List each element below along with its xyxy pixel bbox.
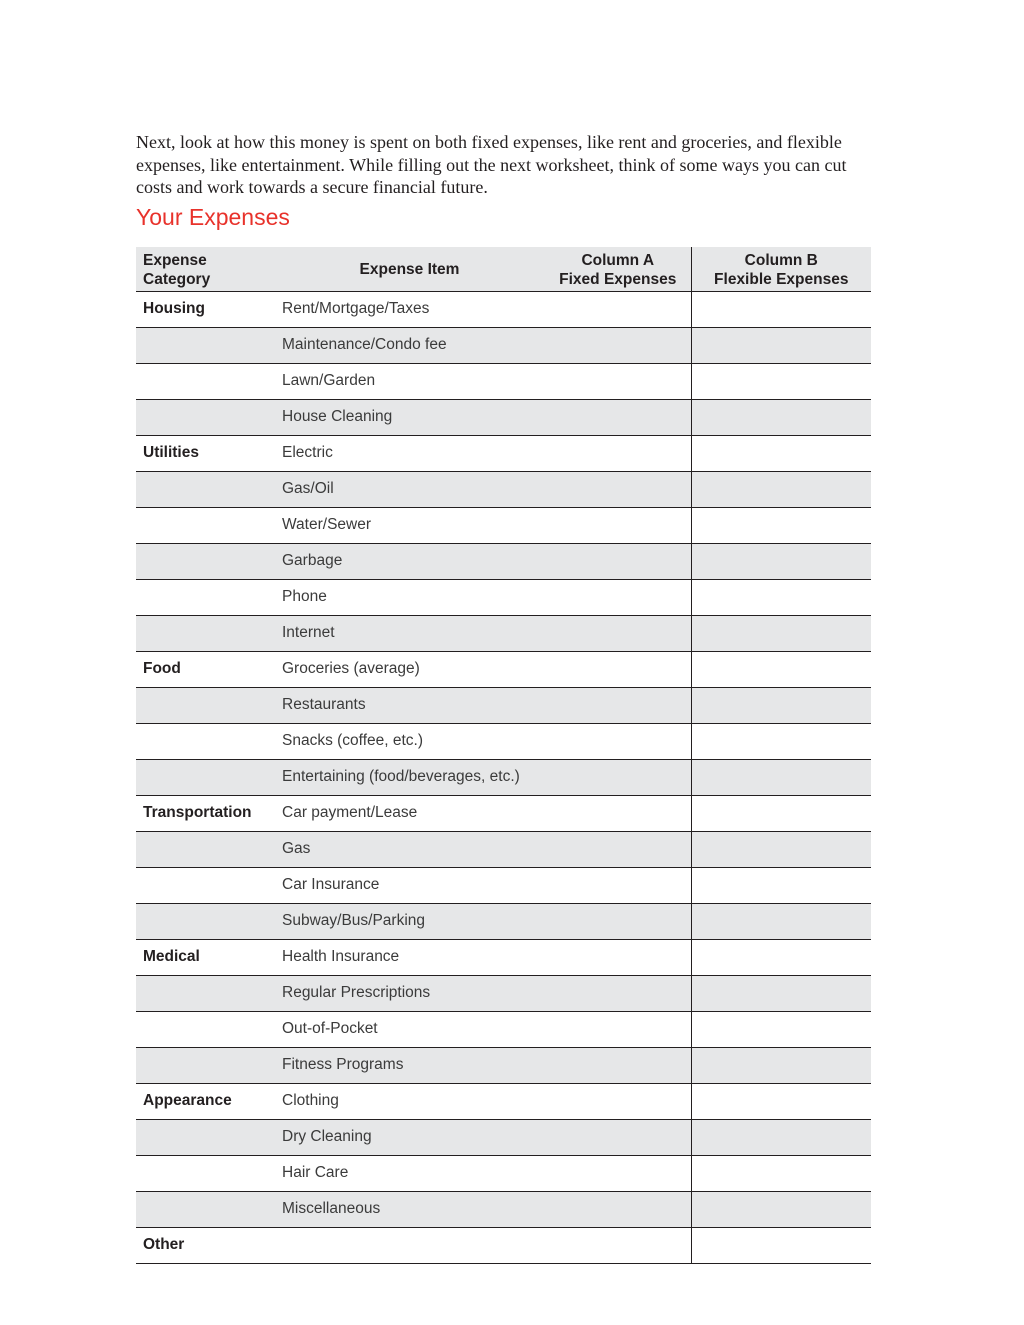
- flexible-expense-cell[interactable]: [691, 1155, 871, 1191]
- expense-item-cell: Hair Care: [274, 1155, 545, 1191]
- expense-item-cell: Miscellaneous: [274, 1191, 545, 1227]
- fixed-expense-cell[interactable]: [545, 939, 691, 975]
- flexible-expense-cell[interactable]: [691, 1227, 871, 1263]
- expense-category-cell: [136, 1155, 274, 1191]
- expense-category-cell: [136, 1119, 274, 1155]
- expense-category-cell: Housing: [136, 291, 274, 327]
- table-row: [136, 1047, 871, 1083]
- expense-category-cell: [136, 723, 274, 759]
- expense-category-cell: [136, 759, 274, 795]
- expense-item-cell: Entertaining (food/beverages, etc.): [274, 759, 545, 795]
- expense-category-cell: Medical: [136, 939, 274, 975]
- fixed-expense-cell[interactable]: [545, 363, 691, 399]
- expense-item-cell: Car payment/Lease: [274, 795, 545, 831]
- table-row: [136, 651, 871, 687]
- fixed-expense-cell[interactable]: [545, 903, 691, 939]
- expense-item-cell: [274, 1227, 545, 1263]
- expense-category-cell: [136, 399, 274, 435]
- fixed-expense-cell[interactable]: [545, 975, 691, 1011]
- table-row: [136, 291, 871, 327]
- header-column-b: [691, 247, 871, 291]
- table-row: [136, 471, 871, 507]
- table-row: [136, 795, 871, 831]
- fixed-expense-cell[interactable]: [545, 1227, 691, 1263]
- table-row: [136, 687, 871, 723]
- header-category-line1: Expense: [143, 251, 207, 269]
- table-row: [136, 939, 871, 975]
- expense-category-cell: [136, 831, 274, 867]
- header-col-b-line1: Column B: [744, 251, 818, 269]
- expense-item-cell: Health Insurance: [274, 939, 545, 975]
- intro-paragraph: Next, look at how this money is spent on both fixed expenses, like rent and groceries, and flexible expenses, like entertainment. While filling out the next worksheet, think of some ways you can cut costs and work towards a secure financial future.: [136, 132, 847, 197]
- table-row: [136, 867, 871, 903]
- fixed-expense-cell[interactable]: [545, 1155, 691, 1191]
- table-body: [136, 291, 871, 1263]
- flexible-expense-cell[interactable]: [691, 1119, 871, 1155]
- expense-item-cell: Phone: [274, 579, 545, 615]
- expense-category-cell: [136, 687, 274, 723]
- flexible-expense-cell[interactable]: [691, 1191, 871, 1227]
- header-expense-item: [274, 247, 545, 291]
- flexible-expense-cell[interactable]: [691, 939, 871, 975]
- flexible-expense-cell[interactable]: [691, 471, 871, 507]
- flexible-expense-cell[interactable]: [691, 507, 871, 543]
- fixed-expense-cell[interactable]: [545, 1119, 691, 1155]
- table-row: [136, 543, 871, 579]
- table-row: [136, 1191, 871, 1227]
- flexible-expense-cell[interactable]: [691, 579, 871, 615]
- expense-category-cell: Transportation: [136, 795, 274, 831]
- fixed-expense-cell[interactable]: [545, 507, 691, 543]
- table-header: [136, 247, 871, 291]
- flexible-expense-cell[interactable]: [691, 975, 871, 1011]
- fixed-expense-cell[interactable]: [545, 471, 691, 507]
- fixed-expense-cell[interactable]: [545, 399, 691, 435]
- fixed-expense-cell[interactable]: [545, 615, 691, 651]
- flexible-expense-cell[interactable]: [691, 615, 871, 651]
- expense-category-cell: [136, 867, 274, 903]
- expense-category-cell: [136, 579, 274, 615]
- expense-category-cell: [136, 615, 274, 651]
- header-col-a-line2: Fixed Expenses: [559, 270, 677, 288]
- expense-category-cell: [136, 1047, 274, 1083]
- expense-item-cell: House Cleaning: [274, 399, 545, 435]
- expense-item-cell: Clothing: [274, 1083, 545, 1119]
- expense-item-cell: Dry Cleaning: [274, 1119, 545, 1155]
- fixed-expense-cell[interactable]: [545, 1191, 691, 1227]
- fixed-expense-cell[interactable]: [545, 867, 691, 903]
- flexible-expense-cell[interactable]: [691, 399, 871, 435]
- flexible-expense-cell[interactable]: [691, 723, 871, 759]
- fixed-expense-cell[interactable]: [545, 759, 691, 795]
- fixed-expense-cell[interactable]: [545, 795, 691, 831]
- expense-item-cell: Gas/Oil: [274, 471, 545, 507]
- fixed-expense-cell[interactable]: [545, 579, 691, 615]
- expense-item-cell: Restaurants: [274, 687, 545, 723]
- flexible-expense-cell[interactable]: [691, 435, 871, 471]
- fixed-expense-cell[interactable]: [545, 687, 691, 723]
- expense-category-cell: [136, 543, 274, 579]
- expense-category-cell: Other: [136, 1227, 274, 1263]
- expense-item-cell: Gas: [274, 831, 545, 867]
- expense-item-cell: Electric: [274, 435, 545, 471]
- table-row: [136, 615, 871, 651]
- table-row: [136, 507, 871, 543]
- flexible-expense-cell[interactable]: [691, 795, 871, 831]
- expense-category-cell: [136, 1191, 274, 1227]
- flexible-expense-cell[interactable]: [691, 903, 871, 939]
- expense-category-cell: [136, 471, 274, 507]
- fixed-expense-cell[interactable]: [545, 651, 691, 687]
- expense-category-cell: Food: [136, 651, 274, 687]
- header-col-b-line2: Flexible Expenses: [714, 270, 849, 288]
- flexible-expense-cell[interactable]: [691, 1083, 871, 1119]
- table-row: [136, 831, 871, 867]
- header-category-line2: Category: [143, 270, 211, 288]
- table-row: [136, 759, 871, 795]
- table-row: [136, 1011, 871, 1047]
- fixed-expense-cell[interactable]: [545, 723, 691, 759]
- table-row: [136, 363, 871, 399]
- expense-item-cell: Rent/Mortgage/Taxes: [274, 291, 545, 327]
- expense-item-cell: Car Insurance: [274, 867, 545, 903]
- flexible-expense-cell[interactable]: [691, 759, 871, 795]
- expense-item-cell: Snacks (coffee, etc.): [274, 723, 545, 759]
- expense-item-cell: Internet: [274, 615, 545, 651]
- header-row: [136, 247, 871, 291]
- expense-item-cell: Subway/Bus/Parking: [274, 903, 545, 939]
- table-row: [136, 1227, 871, 1263]
- expense-item-cell: Maintenance/Condo fee: [274, 327, 545, 363]
- fixed-expense-cell[interactable]: [545, 291, 691, 327]
- table-row: [136, 723, 871, 759]
- expenses-table: [136, 247, 871, 1264]
- fixed-expense-cell[interactable]: [545, 1011, 691, 1047]
- fixed-expense-cell[interactable]: [545, 831, 691, 867]
- table-row: [136, 579, 871, 615]
- header-column-a: [545, 247, 691, 291]
- flexible-expense-cell[interactable]: [691, 363, 871, 399]
- flexible-expense-cell[interactable]: [691, 543, 871, 579]
- expense-category-cell: [136, 507, 274, 543]
- expense-item-cell: Water/Sewer: [274, 507, 545, 543]
- expense-item-cell: Regular Prescriptions: [274, 975, 545, 1011]
- fixed-expense-cell[interactable]: [545, 327, 691, 363]
- table-row: [136, 975, 871, 1011]
- expense-item-cell: Fitness Programs: [274, 1047, 545, 1083]
- expense-item-cell: Out-of-Pocket: [274, 1011, 545, 1047]
- flexible-expense-cell[interactable]: [691, 291, 871, 327]
- expense-category-cell: Utilities: [136, 435, 274, 471]
- fixed-expense-cell[interactable]: [545, 1047, 691, 1083]
- flexible-expense-cell[interactable]: [691, 651, 871, 687]
- flexible-expense-cell[interactable]: [691, 687, 871, 723]
- expense-category-cell: Appearance: [136, 1083, 274, 1119]
- table-row: [136, 1083, 871, 1119]
- table-row: [136, 903, 871, 939]
- flexible-expense-cell[interactable]: [691, 1047, 871, 1083]
- fixed-expense-cell[interactable]: [545, 435, 691, 471]
- expense-category-cell: [136, 363, 274, 399]
- expense-item-cell: Lawn/Garden: [274, 363, 545, 399]
- expense-item-cell: Garbage: [274, 543, 545, 579]
- flexible-expense-cell[interactable]: [691, 1011, 871, 1047]
- header-expense-category: [136, 247, 274, 291]
- flexible-expense-cell[interactable]: [691, 867, 871, 903]
- header-item-label: Expense Item: [359, 261, 460, 279]
- header-col-a-line1: Column A: [581, 251, 655, 269]
- flexible-expense-cell[interactable]: [691, 327, 871, 363]
- flexible-expense-cell[interactable]: [691, 831, 871, 867]
- fixed-expense-cell[interactable]: [545, 543, 691, 579]
- table-row: [136, 435, 871, 471]
- table-row: [136, 399, 871, 435]
- table-row: [136, 1119, 871, 1155]
- page-title: Your Expenses: [136, 204, 290, 230]
- expense-category-cell: [136, 975, 274, 1011]
- table-row: [136, 327, 871, 363]
- expense-category-cell: [136, 1011, 274, 1047]
- expense-item-cell: Groceries (average): [274, 651, 545, 687]
- expense-category-cell: [136, 327, 274, 363]
- table-row: [136, 1155, 871, 1191]
- expense-category-cell: [136, 903, 274, 939]
- fixed-expense-cell[interactable]: [545, 1083, 691, 1119]
